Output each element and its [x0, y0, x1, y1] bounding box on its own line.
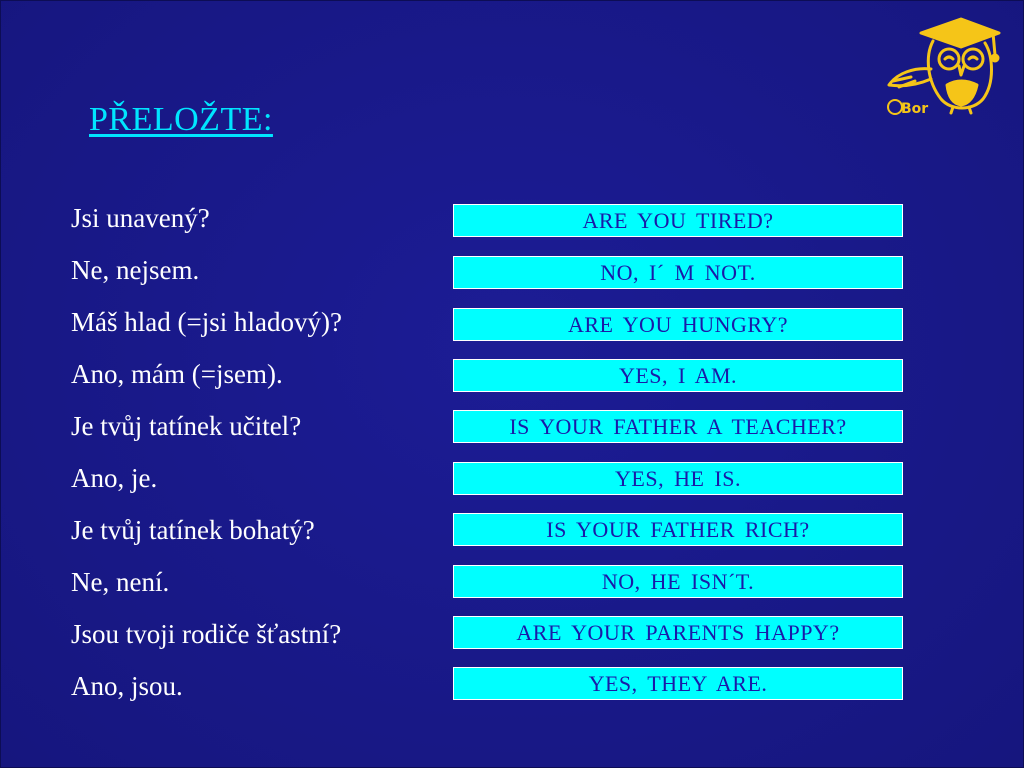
answer-box-9[interactable]: ARE YOUR PARENTS HAPPY?	[453, 616, 903, 649]
question-9: Jsou tvoji rodiče šťastní?	[71, 619, 342, 649]
answer-box-1[interactable]: ARE YOU TIRED?	[453, 204, 903, 237]
answer-box-6[interactable]: YES, HE IS.	[453, 462, 903, 495]
answer-box-5[interactable]: IS YOUR FATHER A TEACHER?	[453, 410, 903, 443]
answer-box-3[interactable]: ARE YOU HUNGRY?	[453, 308, 903, 341]
answer-box-4[interactable]: YES, I AM.	[453, 359, 903, 392]
question-2: Ne, nejsem.	[71, 255, 200, 285]
answer-box-10[interactable]: YES, THEY ARE.	[453, 667, 903, 700]
question-4: Ano, mám (=jsem).	[71, 359, 283, 389]
question-1: Jsi unavený?	[71, 203, 210, 233]
owl-graduation-logo-icon	[881, 11, 1011, 121]
question-3: Máš hlad (=jsi hladový)?	[71, 307, 342, 337]
answer-box-2[interactable]: NO, I´ M NOT.	[453, 256, 903, 289]
question-8: Ne, není.	[71, 567, 170, 597]
logo-text: Bor	[901, 101, 929, 117]
question-6: Ano, je.	[71, 463, 158, 493]
answer-box-7[interactable]: IS YOUR FATHER RICH?	[453, 513, 903, 546]
question-5: Je tvůj tatínek učitel?	[71, 411, 302, 441]
question-7: Je tvůj tatínek bohatý?	[71, 515, 315, 545]
slide-title: PŘELOŽTE:	[89, 101, 273, 138]
question-10: Ano, jsou.	[71, 671, 183, 701]
answer-box-8[interactable]: NO, HE ISN´T.	[453, 565, 903, 598]
